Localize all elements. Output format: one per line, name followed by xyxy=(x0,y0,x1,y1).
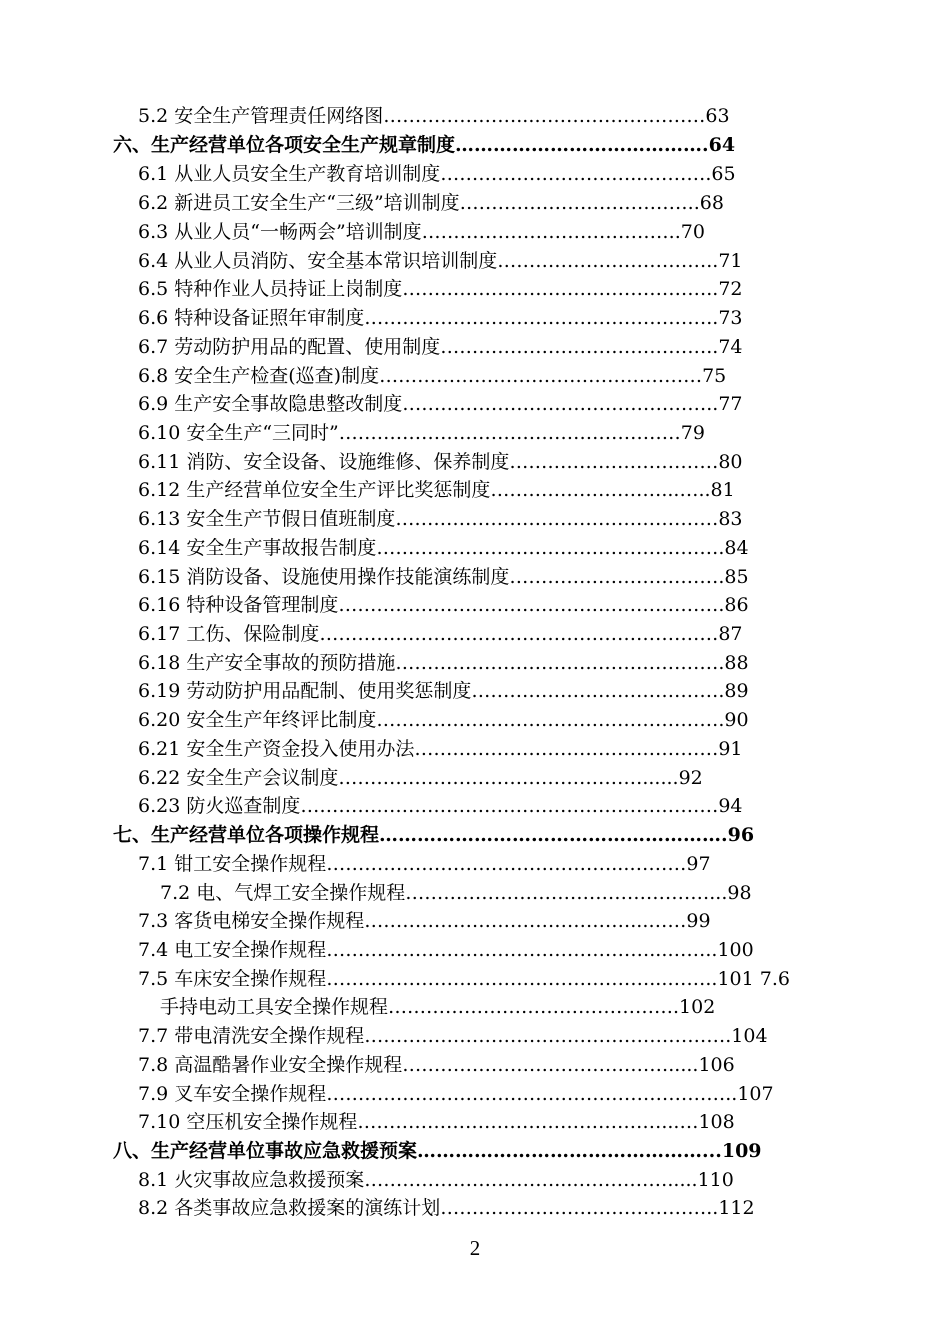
toc-entry-6-22: 6.22 安全生产会议制度…………………………………………......92 xyxy=(138,767,703,789)
toc-entry-6-5: 6.5 特种作业人员持证上岗制度…………………………………………..72 xyxy=(138,278,743,300)
toc-entry-6-10: 6.10 安全生产“三同时”………………………………………………79 xyxy=(138,422,705,444)
toc-entry-6-12: 6.12 生产经营单位安全生产评比奖惩制度………………………...…..81 xyxy=(138,479,735,501)
toc-entry-6-13: 6.13 安全生产节假日值班制度……………………………………………83 xyxy=(138,508,743,530)
toc-entry-6-21: 6.21 安全生产资金投入使用办法…………………………………………91 xyxy=(138,738,743,760)
toc-heading-8: 八、生产经营单位事故应急救援预案………………………………………...109 xyxy=(113,1140,762,1162)
toc-entry-6-19: 6.19 劳动防护用品配制、使用奖惩制度………………………………….89 xyxy=(138,680,749,702)
toc-entry-7-1: 7.1 钳工安全操作规程………………………………………...………97 xyxy=(138,853,711,875)
toc-entry-7-5: 7.5 车床安全操作规程……………………………………………...……..101 7.6 xyxy=(138,968,790,990)
toc-entry-6-11: 6.11 消防、安全设备、设施维修、保养制度……………………………80 xyxy=(138,451,743,473)
toc-entry-6-4: 6.4 从业人员消防、安全基本常识培训制度……………………………..71 xyxy=(138,250,743,272)
toc-entry-7-4: 7.4 电工安全操作规程……………………………………………...……..100 xyxy=(138,939,754,961)
toc-entry-6-17: 6.17 工伤、保险制度………………………………………………………87 xyxy=(138,623,743,645)
toc-entry-6-1: 6.1 从业人员安全生产教育培训制度…………………………...……….65 xyxy=(138,163,736,185)
toc-entry-6-16: 6.16 特种设备管理制度…………………………………………………….86 xyxy=(138,594,749,616)
toc-entry-8-2: 8.2 各类事故应急救援案的演练计划……………………………………..112 xyxy=(138,1197,755,1219)
toc-entry-6-3: 6.3 从业人员“一畅两会”培训制度…………………………………..70 xyxy=(138,221,705,243)
toc-entry-6-20: 6.20 安全生产年终评比制度……………………………………………….90 xyxy=(138,709,749,731)
toc-heading-7: 七、生产经营单位各项操作规程……………………………………………….96 xyxy=(113,824,755,846)
toc-entry-6-9: 6.9 生产安全事故隐患整改制度…………………………………………..77 xyxy=(138,393,743,415)
toc-entry-8-1: 8.1 火灾事故应急救援预案…………………………...…………….....110 xyxy=(138,1169,734,1191)
toc-entry-7-7: 7.7 带电清洗安全操作规程………………………………………………….104 xyxy=(138,1025,768,1047)
toc-entry-7-9: 7.9 叉车安全操作规程………………………………………………………..107 xyxy=(138,1083,774,1105)
toc-entry-6-6: 6.6 特种设备证照年审制度………………………………………………..73 xyxy=(138,307,743,329)
toc-entry-6-14: 6.14 安全生产事故报告制度……………………………………………….84 xyxy=(138,537,749,559)
toc-entry-7-6-cont: 手持电动工具安全操作规程……………………………………….102 xyxy=(160,996,716,1018)
toc-entry-7-10: 7.10 空压机安全操作规程…………………………………………...…108 xyxy=(138,1111,735,1133)
toc-entry-6-7: 6.7 劳动防护用品的配置、使用制度……………………………………..74 xyxy=(138,336,743,358)
toc-entry-6-2: 6.2 新进员工安全生产“三级”培训制度………………………………..68 xyxy=(138,192,724,214)
toc-entry-5-2: 5.2 安全生产管理责任网络图…………………...………………………63 xyxy=(138,105,730,127)
toc-entry-6-8: 6.8 安全生产检查(巡查)制度……………………………………………75 xyxy=(138,365,727,387)
toc-entry-7-8: 7.8 高温酷暑作业安全操作规程…………………………………….....106 xyxy=(138,1054,735,1076)
toc-entry-6-18: 6.18 生产安全事故的预防措施…………………………………………….88 xyxy=(138,652,749,674)
toc-entry-7-2: 7.2 电、气焊工安全操作规程…………………………………………...98 xyxy=(160,882,752,904)
page-number: 2 xyxy=(469,1236,481,1260)
toc-heading-6: 六、生产经营单位各项安全生产规章制度………………………………….64 xyxy=(113,134,736,156)
toc-entry-7-3: 7.3 客货电梯安全操作规程……………………………………...……99 xyxy=(138,910,711,932)
toc-entry-6-15: 6.15 消防设备、设施使用操作技能演练制度…………………………….85 xyxy=(138,566,749,588)
toc-entry-6-23: 6.23 防火巡查制度…………………………………………………………94 xyxy=(138,795,743,817)
